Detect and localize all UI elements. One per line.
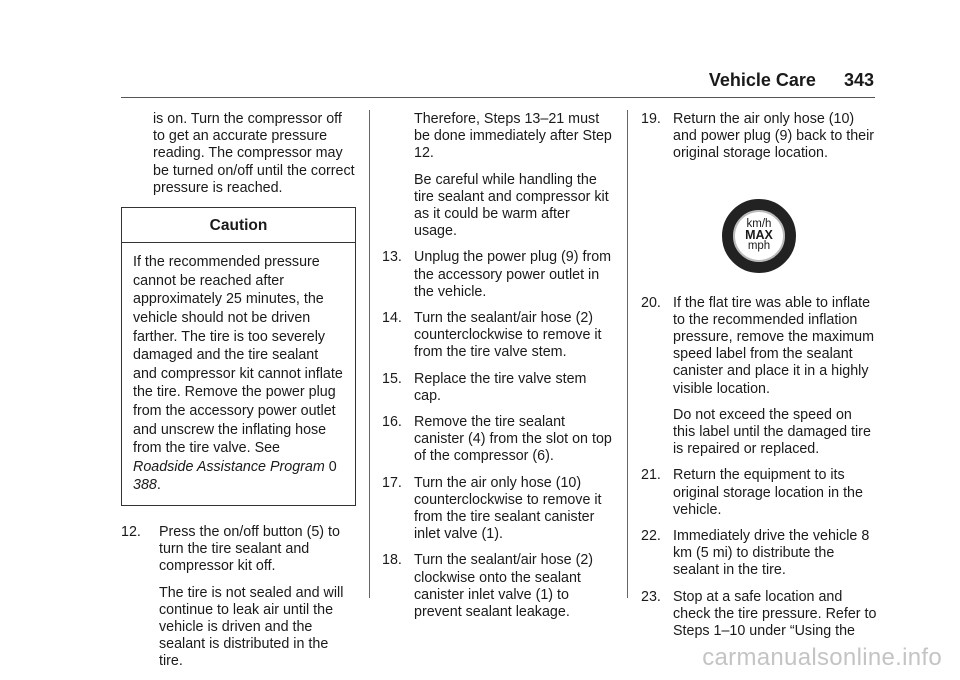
step-number: 20. [641,294,661,311]
step-19 [641,111,877,163]
step-number: 12. [121,523,141,540]
lead-paragraph: is on. Turn the compressor off to get an accurate pressure reading. The compressor may be turned on/off until the correct pressure is reached. [153,111,355,196]
step-number: 23. [641,588,661,605]
page-number: 343 [843,70,874,90]
step-text: Stop at a safe location and check the tire pressure. Refer to Steps 1–10 under “Using the [673,588,877,640]
caution-text [133,253,344,495]
caution-ref-page[interactable]: 388 [133,477,157,494]
lead-paragraph-1: Therefore, Steps 13–21 must be done immediately after Step 12. [414,111,612,162]
step-number: 17. [382,474,402,491]
step-13 [382,249,614,301]
step-12-note: The tire is not sealed and will continue to leak air until the vehicle is driven and the sealant is distributed in the tire. [159,584,344,670]
column-divider-2 [627,110,628,598]
step-text: Return the equipment to its original storage location in the vehicle. [673,467,863,518]
max-speed-label-icon [722,199,796,273]
label-line-max: MAX [745,228,773,243]
column-3 [641,111,877,649]
lead-paragraph-2: Be careful while handling the tire sealant and compressor kit as it could be warm after usage. [414,171,609,240]
step-text: Replace the tire valve stem cap. [414,370,587,404]
step-text: Return the air only hose (10) and power plug (9) back to their original storage location. [673,111,875,162]
step-text: Immediately drive the vehicle 8 km (5 mi) to distribute the sealant in the tire. [673,528,870,579]
step-text: Press the on/off button (5) to turn the tire sealant and compressor kit off. [159,523,340,575]
caution-body-text: If the recommended pressure cannot be reached after approximately 25 minutes, the vehicle should not be driven farther. The tire is too severely damaged and the tire sealant and compressor kit cannot inflate the tire. Remove the power plug from the accessory power outlet and unscrew the inflating hose from the tire valve. See [133,254,343,457]
label-line-kmh: km/h [746,218,772,231]
step-text: Turn the sealant/air hose (2) counterclockwise to remove it from the tire valve stem. [414,310,602,361]
page-header [709,70,874,91]
step-23 [641,589,877,641]
step-number: 15. [382,370,402,387]
section-title: Vehicle Care [708,70,816,90]
step-text: Turn the sealant/air hose (2) clockwise onto the sealant canister inlet valve (1) to prevent sealant leakage. [414,552,594,621]
caution-ref-link[interactable]: Roadside Assistance Program [133,458,325,475]
step-20-note: Do not exceed the speed on this label until the damaged tire is repaired or replaced. [673,406,871,458]
caution-ref-arrow: 0 [328,458,337,475]
column-divider-1 [369,110,370,598]
step-number: 18. [382,552,402,569]
step-number: 14. [382,310,402,327]
step-22 [641,528,877,580]
step-number: 19. [641,111,661,127]
step-number: 22. [641,528,661,545]
column-2 [382,111,614,630]
step-17 [382,475,614,544]
step-14 [382,310,614,362]
step-number: 13. [382,249,402,266]
step-20 [641,295,877,398]
label-line-mph: mph [747,240,771,253]
step-text: Turn the air only hose (10) counterclockwise to remove it from the tire sealant canister inlet valve (1). [414,474,602,543]
step-number: 16. [382,414,402,431]
header-rule [121,97,875,98]
step-16 [382,414,614,466]
step-18 [382,552,614,621]
watermark: carmanualsonline.info [702,644,942,671]
max-speed-label-figure [641,199,877,273]
step-21 [641,467,877,519]
step-number: 21. [641,467,661,484]
column-1 [121,111,356,680]
step-12 [121,524,356,576]
step-text: Unplug the power plug (9) from the accessory power outlet in the vehicle. [414,249,612,300]
caution-title: Caution [122,208,355,243]
caution-box [121,207,356,506]
step-text: Remove the tire sealant canister (4) from the slot on top of the compressor (6). [414,414,612,465]
caution-ref-end: . [156,477,161,494]
step-15 [382,371,614,405]
step-text: If the flat tire was able to inflate to the recommended inflation pressure, remove the maximum speed label from the sealant canister and place it in a highly visible location. [673,294,875,397]
